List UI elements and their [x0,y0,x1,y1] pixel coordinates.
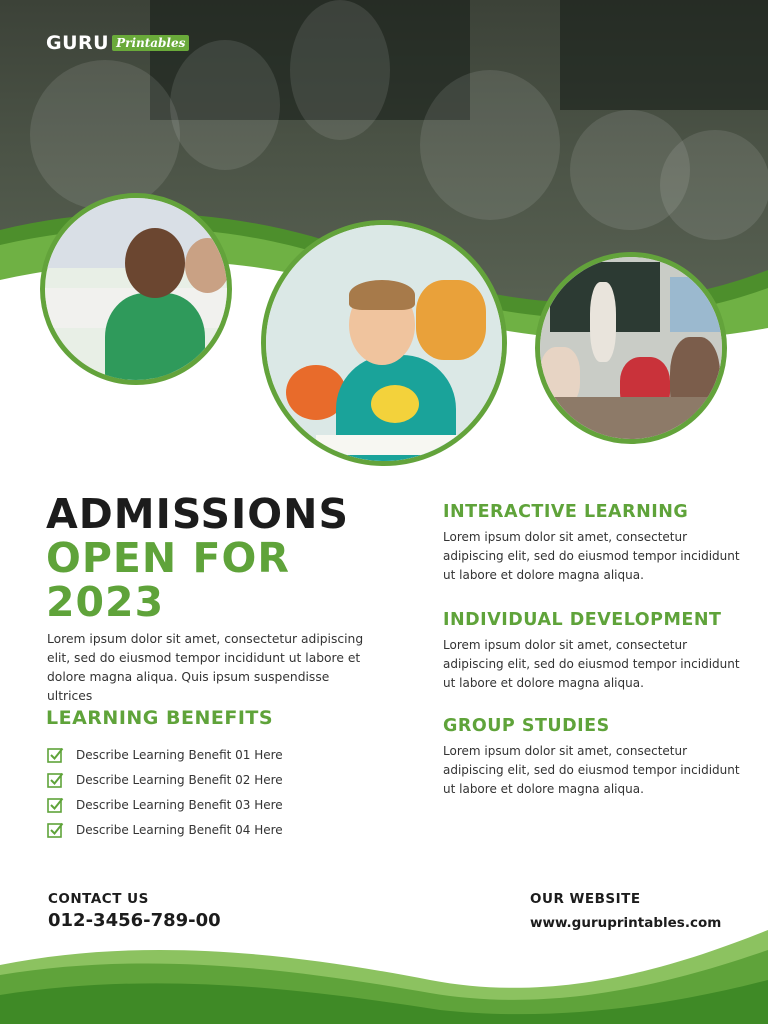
logo-wordmark: GURU [46,32,110,54]
feature-body: Lorem ipsum dolor sit amet, consectetur adipiscing elit, sed do eiusmod tempor incididunt ut labore et dolore magna aliqua. [443,744,740,796]
feature-group-studies [443,716,743,799]
benefits-list [47,742,347,842]
feature-interactive-learning [443,502,743,585]
benefit-text: Describe Learning Benefit 04 Here [76,822,283,837]
photo-circle-smiling-boy [261,220,507,466]
headline [46,492,406,624]
photo-circle-classroom [535,252,727,444]
benefit-text: Describe Learning Benefit 02 Here [76,772,283,787]
list-item [47,742,347,767]
website-url[interactable]: www.guruprintables.com [530,915,722,931]
feature-title: INDIVIDUAL DEVELOPMENT [443,610,722,630]
list-item [47,792,347,817]
benefit-text: Describe Learning Benefit 01 Here [76,747,283,762]
photo-circle-boy-writing [40,193,232,385]
benefit-text: Describe Learning Benefit 03 Here [76,797,283,812]
logo-tag: Printables [112,35,189,51]
contact-phone[interactable]: 012-3456-789-00 [48,910,221,931]
feature-body: Lorem ipsum dolor sit amet, consectetur adipiscing elit, sed do eiusmod tempor incididunt ut labore et dolore magna aliqua. [443,530,740,582]
headline-admissions: ADMISSIONS [46,490,349,538]
website-label: OUR WEBSITE [530,891,641,907]
benefits-title: LEARNING BENEFITS [46,707,274,729]
feature-individual-development [443,610,743,693]
list-item [47,817,347,842]
brand-logo [46,32,189,54]
feature-title: GROUP STUDIES [443,716,610,736]
contact-label: CONTACT US [48,891,149,907]
list-item [47,767,347,792]
intro-paragraph: Lorem ipsum dolor sit amet, consectetur adipiscing elit, sed do eiusmod tempor incididunt ut labore et dolore magna aliqua. Quis ipsum suspendisse ultrices [47,632,364,703]
feature-body: Lorem ipsum dolor sit amet, consectetur adipiscing elit, sed do eiusmod tempor incididunt ut labore et dolore magna aliqua. [443,638,740,690]
checkbox-check-icon [47,746,64,763]
checkbox-check-icon [47,821,64,838]
headline-year: 2023 [46,578,165,626]
checkbox-check-icon [47,771,64,788]
bottom-green-wave [0,925,768,1024]
checkbox-check-icon [47,796,64,813]
headline-open-for: OPEN FOR [46,534,290,582]
feature-title: INTERACTIVE LEARNING [443,502,689,522]
